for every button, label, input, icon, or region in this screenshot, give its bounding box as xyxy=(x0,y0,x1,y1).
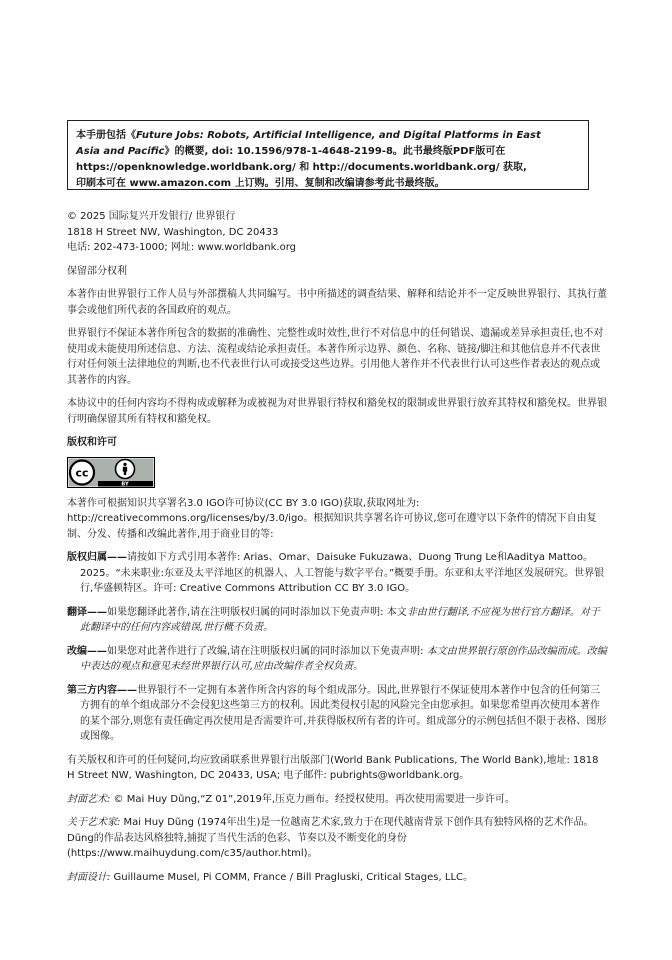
rights-reserved: 保留部分权利 xyxy=(67,265,127,277)
notice-line-2 xyxy=(76,144,580,160)
attribution-clause xyxy=(67,550,607,597)
third-party-clause xyxy=(67,683,607,745)
notice-line-2-suffix: 》的概要, doi: 10.1596/978-1-4648-2199-8。此书最终版PDF版可在 xyxy=(164,146,506,157)
translations-term: 翻译—— xyxy=(67,606,107,618)
publisher-line-2: 1818 H Street NW, Washington, DC 20433 xyxy=(67,226,279,238)
about-artist-label: 关于艺术家: xyxy=(67,817,121,828)
svg-text:cc: cc xyxy=(75,466,89,479)
attribution-person-icon xyxy=(116,459,135,478)
attribution-term: 版权归属—— xyxy=(67,552,127,563)
notice-book-title: Future Jobs: Robots, Artificial Intelligence, and Digital Platforms in East xyxy=(136,130,541,141)
notice-line-4: 印刷本可在 www.amazon.com 上订购。引用、复制和改编请参考此书最终版。 xyxy=(76,178,445,189)
inquiries-paragraph: 有关版权和许可的任何疑问,均应致函联系世界银行出版部门(World Bank Publications, The World Bank),地址: 1818 H Street NW, Washington, DC 20433, USA; 电子邮件: pubrights@worldbank.org。 xyxy=(67,754,599,781)
main-content xyxy=(67,209,607,885)
cc-by-license-badge xyxy=(67,457,155,488)
cc-icon xyxy=(70,460,94,484)
about-artist xyxy=(67,815,607,862)
cover-design-label: 封面设计: xyxy=(67,871,111,883)
notice-line-1-prefix: 本手册包括《 xyxy=(76,130,136,141)
cover-art-credit xyxy=(67,792,607,808)
about-artist-text: Mai Huy Dũng (1974年出生)是一位越南艺术家,致力于在现代越南背景下创作具有独特风格的艺术作品。Dũng的作品表达风格独特,捕捉了当代生活的色彩、节奏以及不断变化的身份 (https://www.maihuydung.com/c35/author.html)。 xyxy=(67,817,594,859)
attribution-text: 请按如下方式引用本著作: Arias、Omar、Daisuke Fukuzawa、Duong Trung Le和Aaditya Mattoo。2025。“未来职业:东亚及太平洋地区的机器人、人工智能与数字平台。”概要手册。东亚和太平洋地区发展研究。世界银行,华盛顿特区。许可: Creative Commons Attribution CC BY 3.0 IGO。 xyxy=(80,552,605,594)
publisher-line-3: 电话: 202-473-1000; 网址: www.worldbank.org xyxy=(67,242,296,253)
third-party-text: 世界银行不一定拥有本著作所含内容的每个组成部分。因此,世界银行不保证使用本著作中包含的任何第三方拥有的单个组成部分不会侵犯这些第三方的权利。因此类侵权引起的风险完全由您承担。如果您希望再次使用本著作的某个部分,则您有责任确定再次使用是否需要许可,并获得版权所有者的许可。组成部分的示例包括但不限于表格、图形或图像。 xyxy=(80,684,607,742)
translations-text: 如果您翻译此著作,请在注明版权归属的同时添加以下免责声明: 本文 xyxy=(107,606,407,618)
license-paragraph: 本著作可根据知识共享署名3.0 IGO许可协议(CC BY 3.0 IGO)获取,获取网址为: http://creativecommons.org/licenses/by/3.0/igo。根据知识共享署名许可协议,您可在遵守以下条件的情况下自由复制、分发、传播和改编此著作,用于商业目的等: xyxy=(67,497,597,540)
notice-line-3: https://openknowledge.worldbank.org/ 和 http://documents.worldbank.org/ 获取, xyxy=(76,162,527,173)
notice-line-1 xyxy=(76,128,580,144)
adaptations-disclaimer: 本文由世界银行原创作品改编而成。改编中表达的观点和意见未经世界银行认可,应由改编作者全权负责。 xyxy=(80,645,607,672)
adaptations-text: 如果您对此著作进行了改编,请在注明版权归属的同时添加以下免责声明: xyxy=(107,645,427,657)
cover-art-label: 封面艺术: xyxy=(67,793,111,805)
summary-notice-box xyxy=(67,120,589,190)
notice-book-title-end: Asia and Pacific xyxy=(76,146,165,157)
privileges-disclaimer: 本协议中的任何内容均不得构成或解释为或被视为对世界银行特权和豁免权的限制或世界银行放弃其特权和豁免权。世界银行明确保留其所有特权和豁免权。 xyxy=(67,398,607,425)
third-party-term: 第三方内容—— xyxy=(67,684,137,696)
publisher-line-1: © 2025 国际复兴开发银行/ 世界银行 xyxy=(67,211,236,222)
staff-disclaimer: 本著作由世界银行工作人员与外部撰稿人共同编写。书中所描述的调查结果、解释和结论并不一定反映世界银行、其执行董事会或他们所代表的各国政府的观点。 xyxy=(67,289,607,316)
adaptations-term: 改编—— xyxy=(67,645,107,657)
cover-art-text: © Mai Huy Dũng,“Z 01”,2019年,压克力画布。经授权使用。再次使用需要进一步许可。 xyxy=(110,793,516,805)
cover-design-credit xyxy=(67,870,607,886)
accuracy-disclaimer: 世界银行不保证本著作所包含的数据的准确性、完整性或时效性,世行不对信息中的任何错误、遗漏或差异承担责任,也不对使用或未能使用所述信息、方法、流程或结论承担责任。本著作所示边界、颜色、名称、链接/脚注和其他信息并不代表世行对任何领土法律地位的判断,也不代表世行认可或接受这些边界。引用他人著作并不代表世行认可这些作者表达的观点或其著作的内容。 xyxy=(67,328,604,386)
translations-clause xyxy=(67,605,607,636)
cover-design-text: Guillaume Musel, Pi COMM, France / Bill Pragluski, Critical Stages, LLC。 xyxy=(110,871,474,883)
cc-by-label: BY xyxy=(121,481,129,488)
license-heading: 版权和许可 xyxy=(67,437,117,448)
translations-disclaimer: 非由世行翻译,不应视为世行官方翻译。对于此翻译中的任何内容或错误,世行概不负责。 xyxy=(80,606,600,633)
adaptations-clause xyxy=(67,644,607,675)
